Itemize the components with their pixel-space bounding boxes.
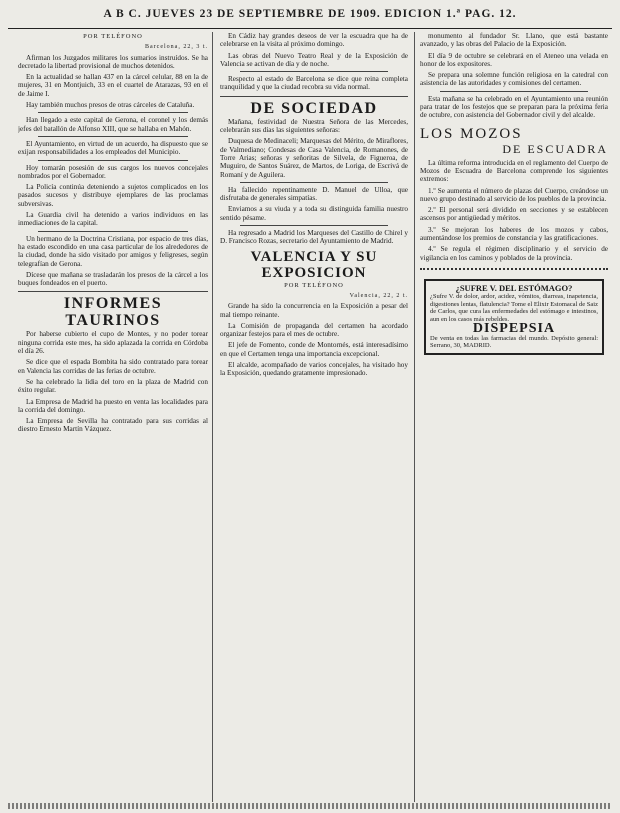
article-paragraph: La Empresa de Sevilla ha contratado para sus corridas al diestro Ernesto Martín Vázquez.: [18, 417, 208, 434]
article-paragraph: El Ayuntamiento, en virtud de un acuerdo, ha dispuesto que se exijan responsabilidades a los empleados del Municipio.: [18, 139, 208, 157]
decorative-border: [420, 268, 608, 273]
article-paragraph: 4.º Se regula el régimen disciplinario y el servicio de vigilancia en los caminos y poblados de la provincia.: [420, 245, 608, 262]
article-paragraph: El jefe de Fomento, conde de Montornés, está interesadísimo en que el Certamen tenga una importancia excepcional.: [220, 341, 408, 358]
ad-title: ¿SUFRE V. DEL ESTÓMAGO?: [455, 282, 573, 293]
separator: [38, 231, 188, 232]
advertisement: [424, 279, 604, 355]
article-paragraph: Esta mañana se ha celebrado en el Ayuntamiento una reunión para tratar de los festejos que se preparan para la próxima feria de octubre, con asistencia del Gobernador civil y del alcalde.: [420, 94, 608, 120]
page-header: A B C. JUEVES 23 DE SEPTIEMBRE DE 1909. EDICION 1.ª PAG. 12.: [8, 2, 612, 29]
article-paragraph: Mañana, festividad de Nuestra Señora de las Mercedes, celebrarán sus días las siguientes señoras:: [220, 117, 408, 135]
article-paragraph: Duquesa de Medinaceli; Marquesas del Mérito, de Miraflores, de Valmediano; Condesas de Casa Valencia, de Romanones, de Torre Arias; señoras y señoritas de Silvela, de Figueroa, de Muguiro, de Santos Suárez, de Martos, de Loriga, de Escrivá de Romaní y de Aguilera.: [220, 137, 408, 179]
article-paragraph: La Guardia civil ha detenido a varios individuos en las inmediaciones de la capital.: [18, 211, 208, 228]
dateline: Barcelona, 22, 3 t.: [145, 44, 208, 51]
article-paragraph: La última reforma introducida en el reglamento del Cuerpo de Mozos de Escuadra de Barcelona comprende los siguientes extremos:: [420, 158, 608, 184]
article-paragraph: monumento al fundador Sr. Llano, que está bastante avanzado, y las obras del Palacio de la Exposición.: [420, 32, 608, 49]
article-paragraph: Dícese que mañana se trasladarán los presos de la cárcel a los buques fondeados en el puerto.: [18, 270, 208, 288]
article-paragraph: 1.º Se aumenta el número de plazas del Cuerpo, creándose un nuevo grupo destinado al servicio de los pueblos de la provincia.: [420, 186, 608, 203]
article-paragraph: Enviamos a su viuda y a toda su distinguida familia nuestro sentido pésame.: [220, 205, 408, 222]
section-heading: VALENCIA Y SU EXPOSICION: [250, 248, 378, 281]
separator: [240, 225, 388, 226]
separator: [440, 91, 588, 92]
column-3: [420, 32, 608, 802]
ad-product: DISPEPSIA: [472, 321, 556, 337]
article-paragraph: Afirman los Juzgados militares los sumarios instruídos. Se ha decretado la libertad provisional de muchos detenidos.: [18, 53, 208, 70]
separator: [38, 136, 188, 137]
section-heading: INFORMES TAURINOS: [18, 291, 208, 329]
article-paragraph: Respecto al estado de Barcelona se dice que reina completa tranquilidad y que la ciudad recobra su vida normal.: [220, 75, 408, 92]
article-paragraph: La Comisión de propaganda del certamen ha acordado organizar festejos para el mes de octubre.: [220, 321, 408, 339]
column-2: [220, 32, 408, 802]
article-paragraph: Se dice que el espada Bombita ha sido contratado para torear en Valencia las corridas de las ferias de octubre.: [18, 358, 208, 375]
separator: [38, 160, 188, 161]
section-label: POR TELÉFONO: [83, 33, 143, 40]
bottom-border: [8, 803, 612, 809]
article-paragraph: Un hermano de la Doctrina Cristiana, por espacio de tres días, ha estado escondido en una casa particular de los alrededores de la ciudad, donde ha sido visitado por amigos y feligreses, según telegrafían de Gerona.: [18, 234, 208, 268]
article-paragraph: Ha fallecido repentinamente D. Manuel de Ulloa, que disfrutaba de generales simpatías.: [220, 185, 408, 203]
article-paragraph: La Empresa de Madrid ha puesto en venta las localidades para la corrida del domingo.: [18, 397, 208, 414]
section-heading: LOS MOZOS: [420, 125, 523, 142]
article-paragraph: Grande ha sido la concurrencia en la Exposición a pesar del mal tiempo reinante.: [220, 302, 408, 319]
article-paragraph: Hoy tomarán posesión de sus cargos los nuevos concejales nombrados por el Gobernador.: [18, 163, 208, 180]
article-paragraph: En la actualidad se hallan 437 en la cárcel celular, 88 en la de mujeres, 31 en Montjuich, 33 en el cuartel de Atarazas, 93 en el de Jaime I.: [18, 73, 208, 98]
section-heading: DE SOCIEDAD: [220, 96, 408, 117]
section-label: POR TELÉFONO: [284, 281, 344, 289]
column-1: [18, 32, 208, 802]
article-paragraph: 3.º Se mejoran los haberes de los mozos y cabos, aumentándose los premios de constancia y las gratificaciones.: [420, 225, 608, 243]
article-paragraph: Ha regresado a Madrid los Marqueses del Castillo de Chirel y D. Francisco Rozas, secretario del Ayuntamiento de Madrid.: [220, 229, 408, 246]
section-subheading: DE ESCUADRA: [502, 141, 608, 156]
article-paragraph: El alcalde, acompañado de varios concejales, ha visitado hoy la Exposición, quedando gratamente impresionado.: [220, 361, 408, 378]
column-rule: [212, 32, 213, 802]
dateline: Valencia, 22, 2 t.: [349, 292, 408, 299]
article-paragraph: 2.º El personal será dividido en secciones y se establecen ascensos por antigüedad y méritos.: [420, 206, 608, 223]
article-paragraph: Se ha celebrado la lidia del toro en la plaza de Madrid con éxito regular.: [18, 377, 208, 395]
article-paragraph: El día 9 de octubre se celebrará en el Ateneo una velada en honor de los expositores.: [420, 51, 608, 68]
ad-body: ¿Sufre V. de dolor, ardor, acidez, vómitos, diarreas, inapetencia, digestiones lentas, flatulencia? Tome el Elixir Estomacal de Saiz de Carlos, que cura las enfermedades del estómago e intestinos, aun en los casos más rebeldes.: [430, 293, 598, 323]
article-paragraph: La Policía continúa deteniendo a sujetos complicados en los pasados sucesos y distribuye ejemplares de las proclamas subversivas.: [18, 183, 208, 208]
separator: [240, 182, 388, 183]
article-paragraph: Por haberse cubierto el cupo de Montes, y no poder torear ninguna corrida este mes, ha sido aplazada la corrida en Córdoba el día 26.: [18, 330, 208, 356]
article-paragraph: Las obras del Nuevo Teatro Real y de la Exposición de Valencia se activan de día y de noche.: [220, 51, 408, 68]
article-paragraph: Se prepara una solemne función religiosa en la catedral con asistencia de las autoridades y comisiones del certamen.: [420, 71, 608, 88]
article-paragraph: Hay también muchos presos de otras cárceles de Cataluña.: [26, 101, 195, 110]
column-rule: [414, 32, 415, 802]
separator: [240, 71, 388, 72]
ad-footer: De venta en todas las farmacias del mundo. Depósito general: Serrano, 30, MADRID.: [430, 334, 598, 350]
separator: [38, 112, 188, 113]
article-paragraph: Han llegado a este capital de Gerona, el coronel y los demás jefes del batallón de Alfonso XIII, que se hallaba en Mahón.: [18, 116, 208, 133]
article-paragraph: En Cádiz hay grandes deseos de ver la escuadra que ha de celebrarse en la visita al próximo domingo.: [220, 32, 408, 49]
newspaper-page: [8, 0, 612, 813]
